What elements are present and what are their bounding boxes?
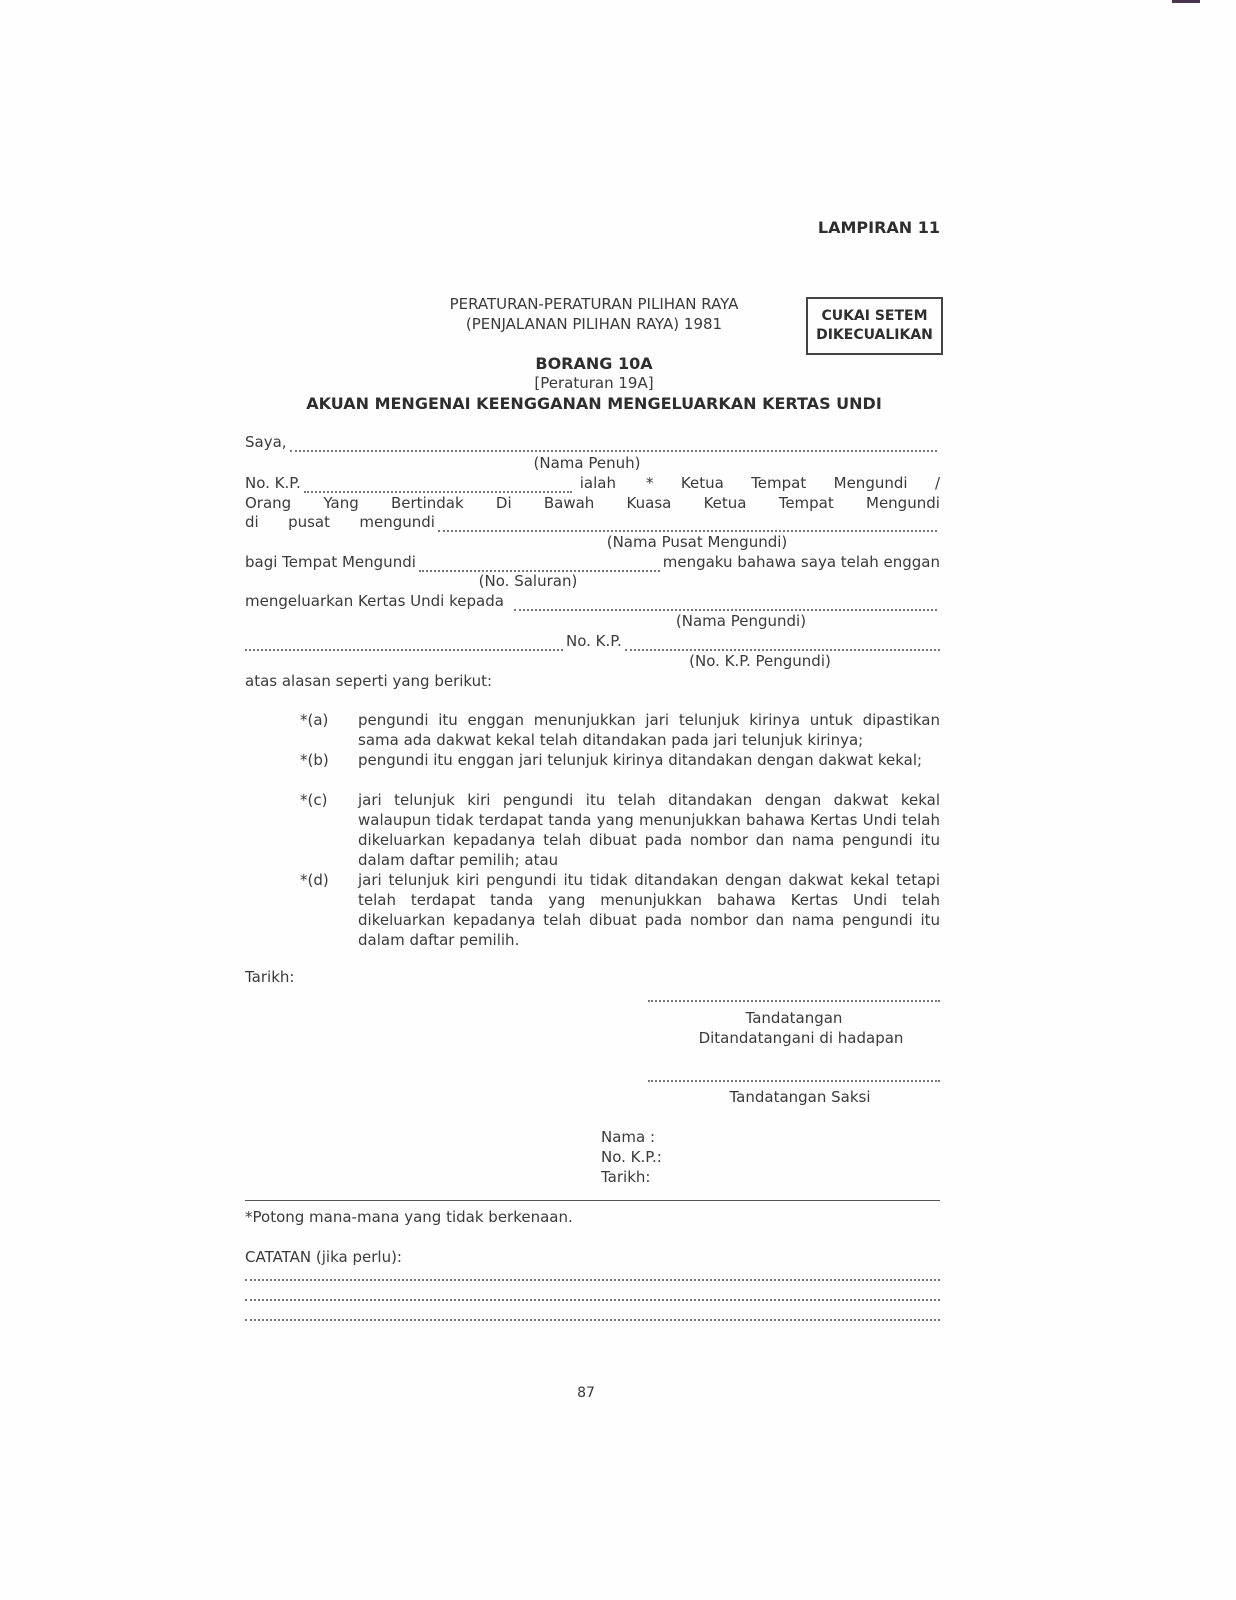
mengaku-text: mengaku bahawa saya telah enggan [662, 553, 940, 571]
form-title: AKUAN MENGENAI KEENGGANAN MENGELUARKAN KERTAS UNDI [306, 394, 882, 413]
witness-signature-field[interactable] [648, 1080, 940, 1082]
voter-name-continued-field[interactable] [245, 635, 563, 651]
channel-caption: (No. Saluran) [478, 572, 578, 590]
witness-kp-label: No. K.P.: [601, 1148, 662, 1166]
channel-field[interactable] [419, 556, 660, 572]
notes-line[interactable] [245, 1279, 940, 1281]
voter-name-field[interactable] [514, 595, 937, 611]
voter-kp-caption: (No. K.P. Pengundi) [689, 652, 831, 670]
ketua-text: * Ketua Tempat Mengundi / [646, 474, 940, 492]
orang-row: Orang Yang Bertindak Di Bawah Kuasa Ketua Tempat Mengundi [245, 494, 940, 512]
witness-date-label: Tarikh: [601, 1168, 651, 1186]
scan-edge-mark [1172, 0, 1200, 3]
form-reference: [Peraturan 19A] [534, 374, 654, 392]
voter-kp-row [245, 631, 940, 651]
no-kp-label: No. K.P. [245, 474, 301, 492]
page-number: 87 [577, 1385, 595, 1401]
stamp-box-line-2: DIKECUALIKAN [816, 327, 933, 343]
stamp-box-line-1: CUKAI SETEM [821, 308, 928, 324]
mengeluarkan-row [245, 591, 940, 611]
witness-signature-caption: Tandatangan Saksi [729, 1088, 871, 1106]
signature-field[interactable] [648, 1000, 940, 1002]
lampiran-label: LAMPIRAN 11 [817, 218, 940, 237]
reasons-intro: atas alasan seperti yang berikut: [245, 672, 493, 690]
voter-kp-label: No. K.P. [566, 632, 622, 650]
regulation-line-1: PERATURAN-PERATURAN PILIHAN RAYA [449, 295, 739, 313]
bagi-row [245, 552, 940, 572]
polling-centre-caption: (Nama Pusat Mengundi) [606, 533, 788, 551]
bagi-label: bagi Tempat Mengundi [245, 553, 416, 571]
divider [245, 1200, 940, 1201]
witnessed-caption: Ditandatangani di hadapan [698, 1029, 904, 1047]
reason-item: *(a) pengundi itu enggan menunjukkan jari telunjuk kirinya untuk dipastikan sama ada dakwat kekal telah ditandakan pada jari telunjuk kirinya; [300, 711, 940, 749]
witness-name-label: Nama : [601, 1128, 656, 1146]
strike-out-note: *Potong mana-mana yang tidak berkenaan. [245, 1208, 573, 1226]
notes-label: CATATAN (jika perlu): [245, 1248, 402, 1266]
notes-line[interactable] [245, 1299, 940, 1301]
voter-name-caption: (Nama Pengundi) [675, 612, 807, 630]
date-label: Tarikh: [245, 968, 295, 986]
reason-item: *(c) jari telunjuk kiri pengundi itu telah ditandakan dengan dakwat kekal walaupun tidak terdapat tanda yang menunjukkan bahawa Kertas Undi telah dikeluarkan kepadanya telah dibuat pada nombor dan nama pengundi itu dalam daftar pemilih; atau [300, 791, 940, 869]
saya-row [245, 432, 940, 452]
pusat-row: di pusat mengundi [245, 512, 940, 532]
signature-caption: Tandatangan [745, 1009, 843, 1027]
no-kp-row [245, 473, 940, 493]
reason-item: *(b) pengundi itu enggan jari telunjuk kirinya ditandakan dengan dakwat kekal; [300, 751, 923, 769]
full-name-field[interactable] [290, 436, 937, 452]
stamp-duty-box [806, 297, 943, 355]
regulation-line-2: (PENJALANAN PILIHAN RAYA) 1981 [465, 315, 723, 333]
full-name-caption: (Nama Penuh) [533, 454, 641, 472]
polling-centre-field[interactable] [438, 516, 937, 532]
form-number: BORANG 10A [535, 354, 653, 373]
ialah-text: ialah [579, 474, 616, 492]
mengeluarkan-label: mengeluarkan Kertas Undi kepada [245, 592, 504, 610]
no-kp-field[interactable] [304, 477, 572, 493]
notes-line[interactable] [245, 1319, 940, 1321]
saya-label: Saya, [245, 433, 287, 451]
voter-kp-field[interactable] [625, 635, 940, 651]
reason-item: *(d) jari telunjuk kiri pengundi itu tidak ditandakan dengan dakwat kekal tetapi telah terdapat tanda yang menunjukkan bahawa Kertas Undi telah dikeluarkan kepadanya telah dibuat pada nombor dan nama pengundi itu dalam daftar pemilih. [300, 871, 940, 949]
